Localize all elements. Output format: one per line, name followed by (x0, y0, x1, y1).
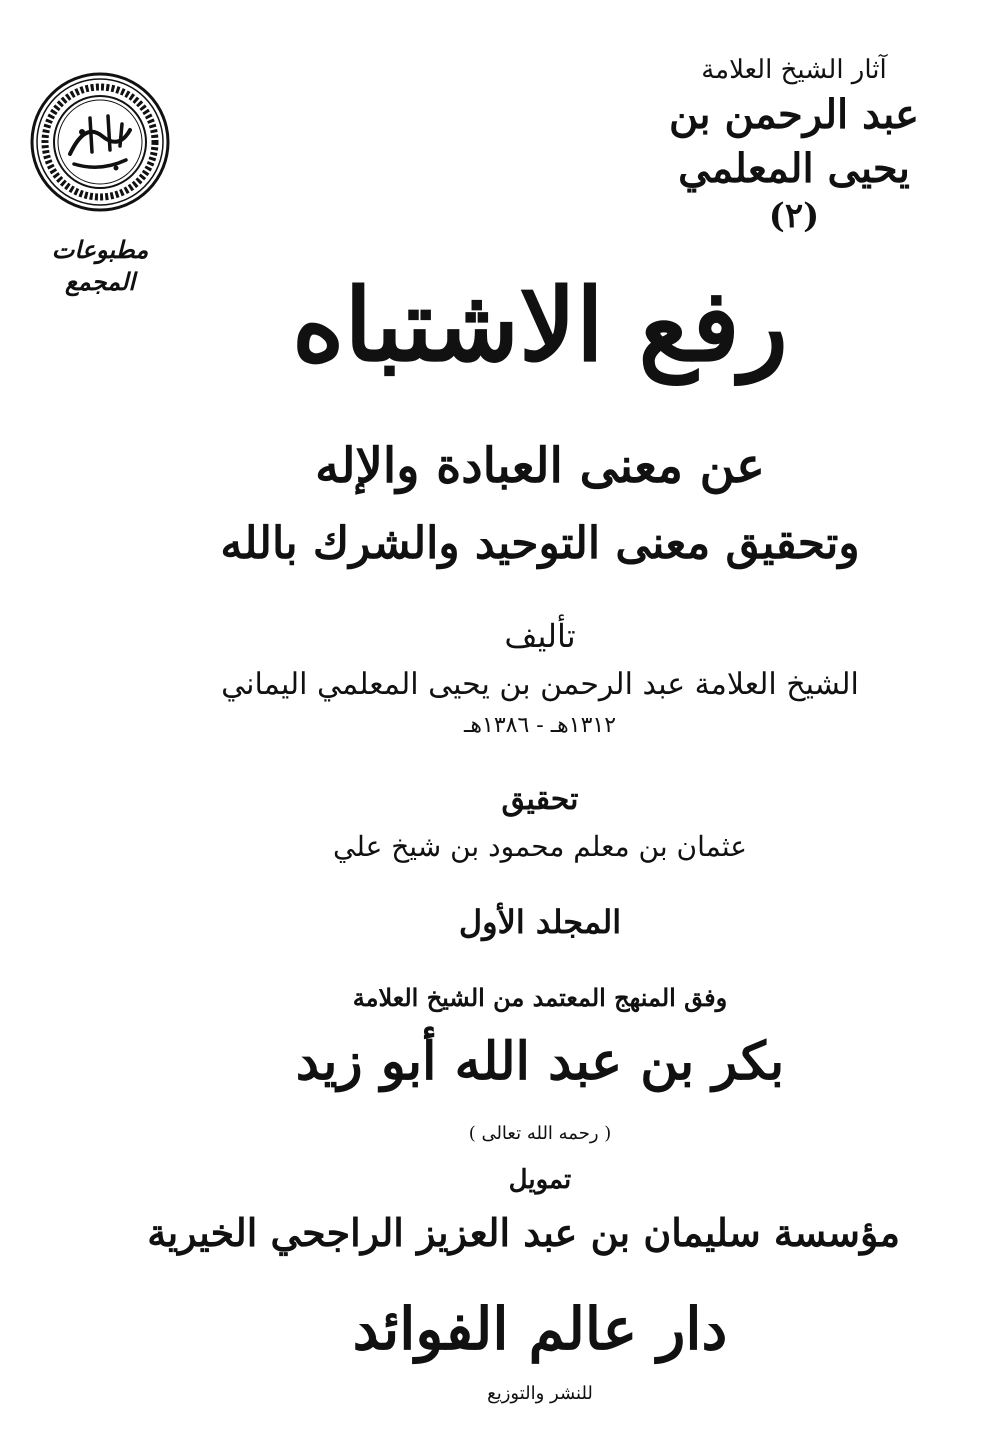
book-subtitle-line2: وتحقيق معنى التوحيد والشرك بالله (220, 518, 860, 569)
series-label: آثار الشيخ العلامة (701, 55, 887, 85)
series-author: عبد الرحمن بن يحيى المعلمي (668, 91, 920, 192)
author-dates: ١٣١٢هـ - ١٣٨٦هـ (463, 713, 617, 738)
book-subtitle-line1: عن معنى العبادة والإله (315, 438, 765, 494)
series-number: (٢) (768, 196, 820, 236)
foundation-name: مؤسسة سليمان بن عبد العزيز الراجحي الخيرية (147, 1210, 900, 1255)
scholar-prayer: ( رحمه الله تعالى ) (468, 1123, 612, 1144)
methodology-label: وفق المنهج المعتمد من الشيخ العلامة (352, 983, 728, 1012)
seal-caption: مطبوعات المجمع (51, 235, 149, 296)
publisher-name: دار عالم الفوائد (352, 1295, 728, 1363)
seal-emblem (30, 72, 170, 212)
publisher-subtitle: للنشر والتوزيع (487, 1383, 593, 1404)
author-name: الشيخ العلامة عبد الرحمن بن يحيى المعلمي اليماني (221, 667, 859, 702)
scholar-name: بكر بن عبد الله أبو زيد (295, 1031, 785, 1092)
authorship-label: تأليف (504, 617, 576, 655)
book-title: رفع الاشتباه (292, 266, 788, 384)
funding-label: تمويل (508, 1165, 572, 1195)
editor-name: عثمان بن معلم محمود بن شيخ علي (333, 830, 747, 863)
editing-label: تحقيق (501, 782, 579, 817)
volume-label: المجلد الأول (458, 903, 622, 941)
series-block (624, 52, 964, 236)
